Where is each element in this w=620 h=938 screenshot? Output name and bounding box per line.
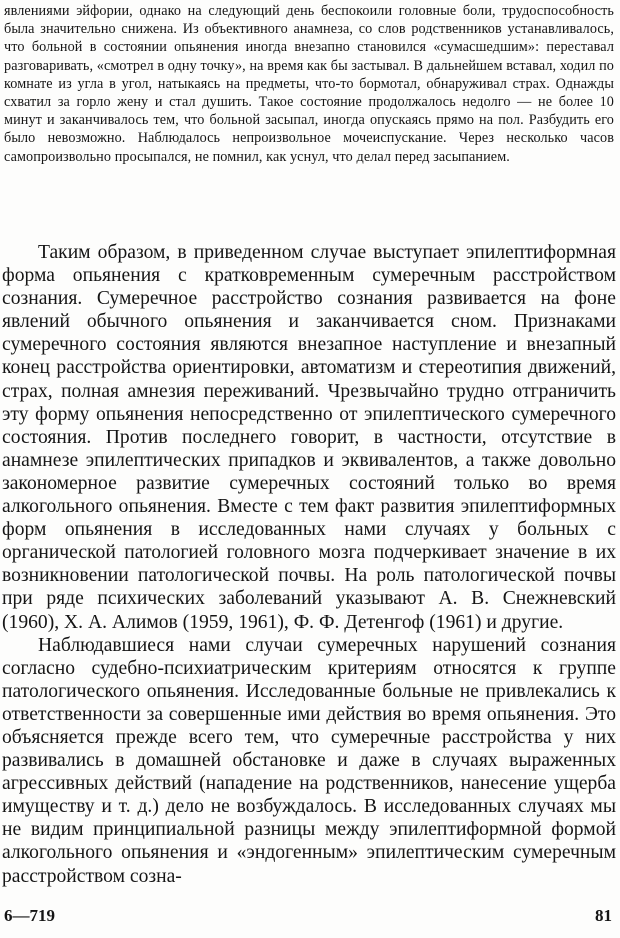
case-description-block (4, 2, 614, 166)
paragraph-forensic-criteria: Наблюдавшиеся нами случаи сумеречных нарушений сознания согласно судебно-психиатрическим критериям относятся к группе патологического опьянения. Исследованные больные не привлекались к ответственности за совершенные ими действия во время опьянения. Это объясняется прежде всего тем, что сумеречные расстройства у них развивались в домашней обстановке и даже в случаях выраженных агрессивных действий (нападение на родственников, нанесение ущерба имуществу и т. д.) дело не возбуждалось. В исследованных случаях мы не видим принципиальной разницы между эпилептиформной формой алкогольного опьянения и «эндогенным» эпилептическим сумеречным расстройством созна- (2, 634, 616, 887)
paragraph-conclusion: Таким образом, в приведенном случае выступает эпилептиформная форма опьянения с кратковременным сумеречным расстройством сознания. Сумеречное расстройство сознания развивается на фоне явлений обычного опьянения и заканчивается сном. Признаками сумеречного состояния являются внезапное наступление и внезапный конец расстройства ориентировки, автоматизм и стереотипия движений, страх, полная амнезия переживаний. Чрезвычайно трудно отграничить эту форму опьянения непосредственно от эпилептического сумеречного состояния. Против последнего говорит, в частности, отсутствие в анамнезе эпилептических припадков и эквивалентов, а также довольно закономерное развитие сумеречных состояний только во время алкогольного опьянения. Вместе с тем факт развития эпилептиформных форм опьянения в исследованных нами случаях у больных с органической патологией головного мозга подчеркивает значение в их возникновении патологической почвы. На роль патологической почвы при ряде психических заболеваний указывают А. В. Снежневский (1960), Х. А. Алимов (1959, 1961), Ф. Ф. Детенгоф (1961) и другие. (2, 242, 616, 633)
main-text-block (2, 241, 616, 888)
page-footer (4, 906, 612, 932)
page-number: 81 (595, 906, 612, 925)
printer-signature: 6—719 (4, 906, 55, 925)
case-description-paragraph: явлениями эйфории, однако на следующий день беспокоили головные боли, трудоспособность была значительно снижена. Из объективного анамнеза, со слов родственников устанавливалось, что больной в состоянии опьянения иногда внезапно становился «сумасшедшим»: переставал разговаривать, «смотрел в одну точку», на время как бы застывал. В дальнейшем вставал, ходил по комнате из угла в угол, натыкаясь на предметы, что-то бормотал, обнаруживал страх. Однажды схватил за горло жену и стал душить. Такое состояние продолжалось недолго — не более 10 минут и заканчивалось тем, что больной засыпал, иногда опускаясь прямо на пол. Разбудить его было невозможно. Наблюдалось непроизвольное мочеиспускание. Через несколько часов самопроизвольно просыпался, не помнил, как уснул, что делал перед засыпанием. (4, 3, 614, 165)
